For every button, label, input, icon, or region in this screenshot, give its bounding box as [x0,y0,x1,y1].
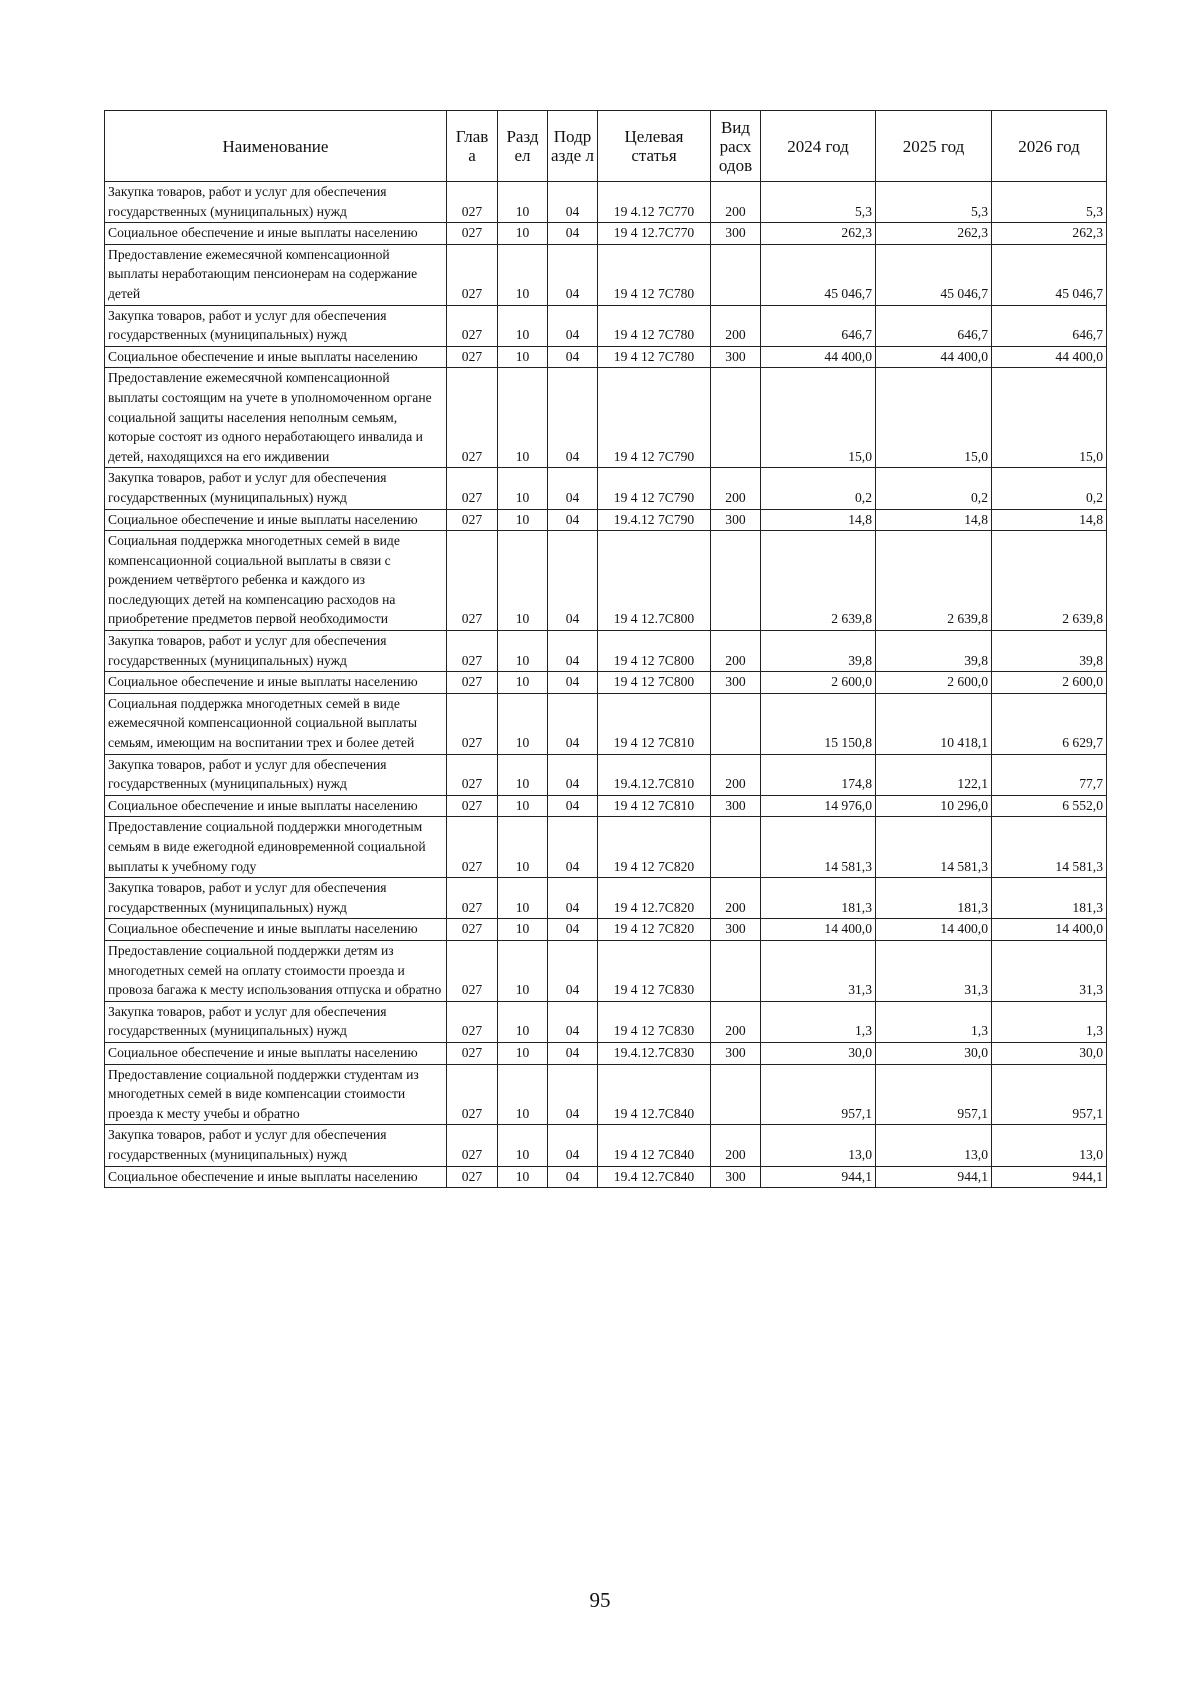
budget-table [104,110,1107,1188]
cell-podrazdel: 04 [548,1042,598,1064]
table-row [105,1166,1107,1188]
cell-podrazdel: 04 [548,1064,598,1125]
header-row [105,111,1107,182]
cell-razdel: 10 [498,940,548,1001]
table-body [105,182,1107,1188]
cell-vid: 200 [711,305,761,346]
cell-2025: 14 581,3 [876,817,992,878]
table-row [105,1064,1107,1125]
cell-name: Социальная поддержка многодетных семей в виде ежемесячной компенсационной социальной выплаты семьям, имеющим на воспитании трех и более детей [105,693,447,754]
table-row [105,223,1107,245]
cell-vid [711,531,761,631]
cell-2026: 30,0 [992,1042,1107,1064]
cell-2026: 181,3 [992,878,1107,919]
cell-podrazdel: 04 [548,817,598,878]
cell-glava: 027 [447,1064,498,1125]
cell-2024: 45 046,7 [761,244,876,305]
cell-razdel: 10 [498,1064,548,1125]
cell-name: Закупка товаров, работ и услуг для обеспечения государственных (муниципальных) нужд [105,182,447,223]
cell-2026: 77,7 [992,754,1107,795]
table-row [105,940,1107,1001]
table-row [105,693,1107,754]
cell-glava: 027 [447,919,498,941]
cell-vid: 200 [711,182,761,223]
cell-target: 19 4 12 7С810 [598,693,711,754]
cell-2025: 14 400,0 [876,919,992,941]
cell-2026: 6 629,7 [992,693,1107,754]
cell-glava: 027 [447,754,498,795]
cell-2026: 2 600,0 [992,672,1107,694]
cell-vid [711,693,761,754]
cell-glava: 027 [447,244,498,305]
cell-target: 19.4.12.7С810 [598,754,711,795]
cell-name: Социальное обеспечение и иные выплаты населению [105,795,447,817]
cell-target: 19.4.12 7С790 [598,509,711,531]
cell-glava: 027 [447,368,498,468]
cell-2024: 2 639,8 [761,531,876,631]
cell-name: Предоставление социальной поддержки детям из многодетных семей на оплату стоимости проезда и провоза багажа к месту использования отпуска и обратно [105,940,447,1001]
cell-2025: 15,0 [876,368,992,468]
cell-target: 19 4 12 7С800 [598,672,711,694]
cell-glava: 027 [447,1125,498,1166]
cell-razdel: 10 [498,1125,548,1166]
cell-razdel: 10 [498,531,548,631]
cell-2024: 174,8 [761,754,876,795]
cell-target: 19 4 12 7С830 [598,940,711,1001]
cell-2025: 14,8 [876,509,992,531]
cell-2025: 1,3 [876,1001,992,1042]
cell-razdel: 10 [498,509,548,531]
table-row [105,754,1107,795]
table-row [105,672,1107,694]
cell-2026: 2 639,8 [992,531,1107,631]
cell-glava: 027 [447,509,498,531]
cell-2025: 45 046,7 [876,244,992,305]
cell-name: Предоставление ежемесячной компенсационной выплаты состоящим на учете в уполномоченном органе социальной защиты населения неполным семьям, которые состоят из одного неработающего инвалида и детей, находящихся на его иждивении [105,368,447,468]
cell-2024: 31,3 [761,940,876,1001]
header-2025: 2025 год [876,111,992,182]
table-row [105,346,1107,368]
cell-vid: 300 [711,919,761,941]
cell-target: 19.4.12.7С830 [598,1042,711,1064]
cell-target: 19 4 12.7С840 [598,1064,711,1125]
cell-2024: 14 976,0 [761,795,876,817]
cell-glava: 027 [447,1042,498,1064]
cell-name: Социальное обеспечение и иные выплаты населению [105,1042,447,1064]
cell-2026: 262,3 [992,223,1107,245]
cell-2025: 646,7 [876,305,992,346]
cell-razdel: 10 [498,817,548,878]
cell-name: Закупка товаров, работ и услуг для обеспечения государственных (муниципальных) нужд [105,305,447,346]
cell-podrazdel: 04 [548,223,598,245]
cell-target: 19 4 12 7С830 [598,1001,711,1042]
cell-name: Социальное обеспечение и иные выплаты населению [105,509,447,531]
cell-podrazdel: 04 [548,878,598,919]
cell-podrazdel: 04 [548,940,598,1001]
cell-2024: 14 400,0 [761,919,876,941]
cell-vid: 200 [711,631,761,672]
cell-razdel: 10 [498,1001,548,1042]
cell-podrazdel: 04 [548,795,598,817]
cell-glava: 027 [447,817,498,878]
cell-razdel: 10 [498,919,548,941]
cell-razdel: 10 [498,672,548,694]
cell-vid [711,368,761,468]
cell-2025: 31,3 [876,940,992,1001]
cell-2026: 944,1 [992,1166,1107,1188]
cell-2025: 10 418,1 [876,693,992,754]
cell-2026: 14 581,3 [992,817,1107,878]
cell-razdel: 10 [498,244,548,305]
cell-razdel: 10 [498,223,548,245]
cell-podrazdel: 04 [548,244,598,305]
cell-2024: 13,0 [761,1125,876,1166]
cell-podrazdel: 04 [548,368,598,468]
cell-vid: 300 [711,223,761,245]
cell-2024: 5,3 [761,182,876,223]
cell-2025: 30,0 [876,1042,992,1064]
table-row [105,1042,1107,1064]
cell-glava: 027 [447,468,498,509]
cell-glava: 027 [447,531,498,631]
cell-vid: 300 [711,672,761,694]
cell-name: Социальное обеспечение и иные выплаты населению [105,223,447,245]
cell-2024: 15,0 [761,368,876,468]
table-row [105,531,1107,631]
table-row [105,182,1107,223]
cell-vid: 200 [711,1125,761,1166]
cell-2024: 1,3 [761,1001,876,1042]
cell-target: 19 4 12 7С790 [598,368,711,468]
cell-2025: 10 296,0 [876,795,992,817]
cell-name: Социальное обеспечение и иные выплаты населению [105,1166,447,1188]
cell-target: 19 4 12 7С800 [598,631,711,672]
cell-2026: 957,1 [992,1064,1107,1125]
header-name: Наименование [105,111,447,182]
cell-glava: 027 [447,693,498,754]
cell-2025: 2 600,0 [876,672,992,694]
cell-podrazdel: 04 [548,1001,598,1042]
table-row [105,368,1107,468]
cell-vid: 200 [711,1001,761,1042]
header-2026: 2026 год [992,111,1107,182]
cell-podrazdel: 04 [548,182,598,223]
cell-vid [711,244,761,305]
cell-vid: 300 [711,1166,761,1188]
cell-glava: 027 [447,305,498,346]
cell-target: 19 4 12.7С770 [598,223,711,245]
cell-2024: 14 581,3 [761,817,876,878]
cell-podrazdel: 04 [548,919,598,941]
page-number: 95 [589,1588,611,1612]
cell-glava: 027 [447,182,498,223]
cell-podrazdel: 04 [548,1125,598,1166]
cell-2024: 14,8 [761,509,876,531]
cell-razdel: 10 [498,305,548,346]
cell-podrazdel: 04 [548,531,598,631]
cell-glava: 027 [447,672,498,694]
cell-target: 19 4 12 7С810 [598,795,711,817]
cell-2024: 957,1 [761,1064,876,1125]
table-row [105,244,1107,305]
cell-name: Социальная поддержка многодетных семей в виде компенсационной социальной выплаты в связи с рождением четвёртого ребенка и каждого из последующих детей на компенсацию расходов на приобретение предметов первой необходимости [105,531,447,631]
cell-2026: 14,8 [992,509,1107,531]
cell-razdel: 10 [498,795,548,817]
cell-vid: 200 [711,468,761,509]
cell-target: 19 4 12.7С820 [598,878,711,919]
cell-2024: 44 400,0 [761,346,876,368]
table-row [105,919,1107,941]
cell-2026: 1,3 [992,1001,1107,1042]
cell-2025: 181,3 [876,878,992,919]
cell-2026: 15,0 [992,368,1107,468]
cell-razdel: 10 [498,631,548,672]
cell-target: 19 4 12 7С780 [598,244,711,305]
table-row [105,468,1107,509]
cell-2026: 31,3 [992,940,1107,1001]
cell-2026: 45 046,7 [992,244,1107,305]
table-row [105,795,1107,817]
cell-vid [711,817,761,878]
cell-2026: 44 400,0 [992,346,1107,368]
cell-vid: 300 [711,795,761,817]
cell-vid: 200 [711,754,761,795]
cell-razdel: 10 [498,878,548,919]
cell-target: 19 4.12 7С770 [598,182,711,223]
cell-2024: 2 600,0 [761,672,876,694]
cell-name: Закупка товаров, работ и услуг для обеспечения государственных (муниципальных) нужд [105,468,447,509]
cell-vid: 300 [711,1042,761,1064]
cell-target: 19 4 12 7С780 [598,346,711,368]
cell-2025: 2 639,8 [876,531,992,631]
table-row [105,305,1107,346]
table-row [105,817,1107,878]
cell-podrazdel: 04 [548,346,598,368]
header-podrazdel: Подр азде л [548,111,598,182]
cell-glava: 027 [447,223,498,245]
cell-2025: 0,2 [876,468,992,509]
cell-name: Закупка товаров, работ и услуг для обеспечения государственных (муниципальных) нужд [105,754,447,795]
cell-razdel: 10 [498,1042,548,1064]
cell-2025: 5,3 [876,182,992,223]
cell-glava: 027 [447,631,498,672]
cell-razdel: 10 [498,693,548,754]
cell-2025: 39,8 [876,631,992,672]
cell-glava: 027 [447,1166,498,1188]
cell-2025: 44 400,0 [876,346,992,368]
cell-podrazdel: 04 [548,468,598,509]
cell-name: Социальное обеспечение и иные выплаты населению [105,346,447,368]
cell-2026: 646,7 [992,305,1107,346]
cell-2024: 15 150,8 [761,693,876,754]
cell-2026: 14 400,0 [992,919,1107,941]
cell-2025: 957,1 [876,1064,992,1125]
header-target: Целевая статья [598,111,711,182]
cell-name: Социальное обеспечение и иные выплаты населению [105,919,447,941]
cell-razdel: 10 [498,1166,548,1188]
cell-2026: 0,2 [992,468,1107,509]
cell-target: 19 4 12.7С800 [598,531,711,631]
cell-vid [711,1064,761,1125]
header-glava: Глав а [447,111,498,182]
cell-glava: 027 [447,346,498,368]
table-row [105,1001,1107,1042]
cell-vid: 200 [711,878,761,919]
table-row [105,1125,1107,1166]
cell-target: 19 4 12 7С840 [598,1125,711,1166]
cell-vid [711,940,761,1001]
cell-podrazdel: 04 [548,631,598,672]
table-row [105,509,1107,531]
cell-target: 19 4 12 7С790 [598,468,711,509]
cell-2024: 39,8 [761,631,876,672]
cell-2024: 30,0 [761,1042,876,1064]
cell-podrazdel: 04 [548,305,598,346]
cell-2024: 646,7 [761,305,876,346]
header-2024: 2024 год [761,111,876,182]
cell-vid: 300 [711,509,761,531]
cell-2024: 0,2 [761,468,876,509]
cell-razdel: 10 [498,468,548,509]
cell-glava: 027 [447,940,498,1001]
cell-name: Предоставление социальной поддержки студентам из многодетных семей в виде компенсации стоимости проезда к месту учебы и обратно [105,1064,447,1125]
cell-razdel: 10 [498,754,548,795]
cell-target: 19 4 12 7С780 [598,305,711,346]
cell-podrazdel: 04 [548,672,598,694]
cell-name: Закупка товаров, работ и услуг для обеспечения государственных (муниципальных) нужд [105,631,447,672]
cell-podrazdel: 04 [548,509,598,531]
cell-podrazdel: 04 [548,1166,598,1188]
table-row [105,631,1107,672]
cell-glava: 027 [447,1001,498,1042]
cell-name: Закупка товаров, работ и услуг для обеспечения государственных (муниципальных) нужд [105,1001,447,1042]
table-row [105,878,1107,919]
cell-2025: 122,1 [876,754,992,795]
cell-vid: 300 [711,346,761,368]
cell-2026: 6 552,0 [992,795,1107,817]
cell-razdel: 10 [498,346,548,368]
cell-target: 19 4 12 7С820 [598,919,711,941]
cell-target: 19.4 12.7С840 [598,1166,711,1188]
cell-name: Предоставление ежемесячной компенсационной выплаты неработающим пенсионерам на содержание детей [105,244,447,305]
cell-name: Закупка товаров, работ и услуг для обеспечения государственных (муниципальных) нужд [105,878,447,919]
cell-name: Социальное обеспечение и иные выплаты населению [105,672,447,694]
cell-2026: 13,0 [992,1125,1107,1166]
cell-2024: 944,1 [761,1166,876,1188]
cell-razdel: 10 [498,368,548,468]
cell-name: Закупка товаров, работ и услуг для обеспечения государственных (муниципальных) нужд [105,1125,447,1166]
cell-2025: 944,1 [876,1166,992,1188]
cell-glava: 027 [447,878,498,919]
cell-glava: 027 [447,795,498,817]
header-vid: Вид расх одов [711,111,761,182]
cell-2025: 262,3 [876,223,992,245]
cell-2024: 262,3 [761,223,876,245]
header-razdel: Разд ел [498,111,548,182]
cell-name: Предоставление социальной поддержки многодетным семьям в виде ежегодной единовременной социальной выплаты к учебному году [105,817,447,878]
cell-2024: 181,3 [761,878,876,919]
cell-2026: 5,3 [992,182,1107,223]
cell-podrazdel: 04 [548,693,598,754]
cell-2025: 13,0 [876,1125,992,1166]
cell-2026: 39,8 [992,631,1107,672]
cell-target: 19 4 12 7С820 [598,817,711,878]
cell-razdel: 10 [498,182,548,223]
cell-podrazdel: 04 [548,754,598,795]
